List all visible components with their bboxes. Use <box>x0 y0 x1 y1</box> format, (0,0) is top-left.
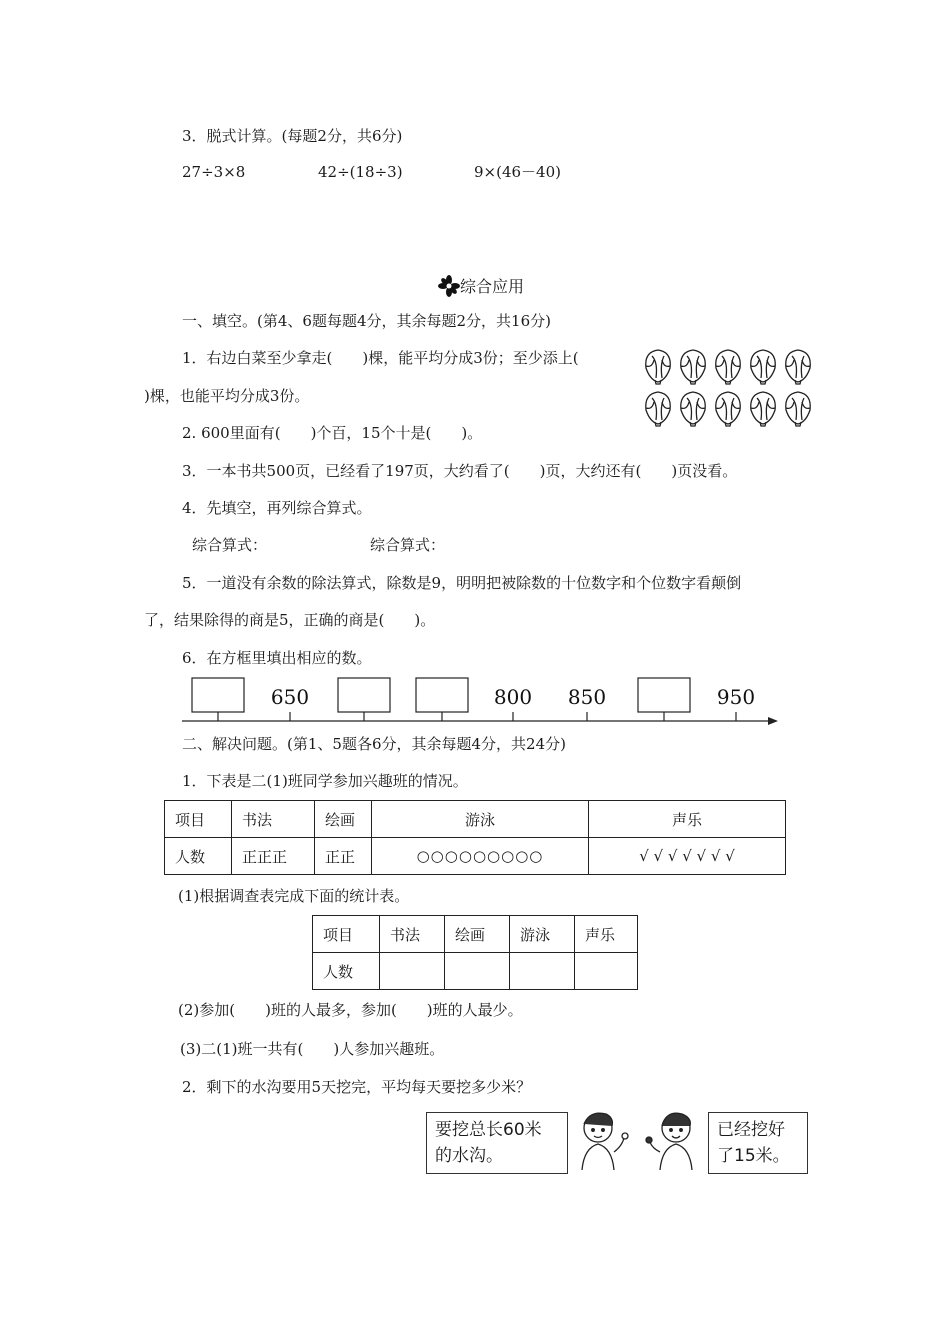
q1-line1: 1．右边白菜至少拿走( )棵，能平均分成3份；至少添上( <box>182 349 579 367</box>
survey-header-swimming: 游泳 <box>372 801 589 838</box>
stat-cell-swimming[interactable] <box>510 953 575 990</box>
survey-header-drawing: 绘画 <box>315 801 372 838</box>
answer-box-3 <box>416 678 468 712</box>
calc-problem-3: 9×(46－40) <box>474 163 561 181</box>
part2-sub3: (3)二(1)班一共有( )人参加兴趣班。 <box>180 1040 445 1058</box>
q4-formula-label-2: 综合算式： <box>370 536 446 554</box>
calc-problem-2: 42÷(18÷3) <box>318 163 403 181</box>
numberline-label-950: 950 <box>716 685 756 709</box>
q3: 3．一本书共500页，已经看了197页，大约看了( )页，大约还有( )页没看。 <box>182 462 738 480</box>
stat-header-item: 项目 <box>313 916 380 953</box>
section3-title: 3．脱式计算。(每题2分，共6分) <box>182 127 403 145</box>
stat-row-label: 人数 <box>313 953 380 990</box>
answer-box-2 <box>338 678 390 712</box>
q6: 6．在方框里填出相应的数。 <box>182 649 372 667</box>
bubble-right-line2: 了15米。 <box>717 1146 790 1166</box>
cabbage-icon <box>716 392 741 426</box>
boy-illustration-left <box>568 1108 634 1172</box>
survey-tally-vocal: √ √ √ √ √ √ √ <box>589 838 786 875</box>
survey-header-vocal: 声乐 <box>589 801 786 838</box>
comprehensive-heading <box>438 275 524 297</box>
q4-formula-label-1: 综合算式： <box>192 536 268 554</box>
speech-bubble-left <box>426 1112 568 1174</box>
cabbage-icon <box>646 392 671 426</box>
comprehensive-heading-text: 综合应用 <box>460 277 525 296</box>
stat-header-calligraphy: 书法 <box>380 916 445 953</box>
part2-q2: 2．剩下的水沟要用5天挖完，平均每天要挖多少米？ <box>182 1078 532 1096</box>
speech-bubble-right <box>708 1112 808 1174</box>
survey-tally-drawing: 正正 <box>315 838 372 875</box>
survey-row-label: 人数 <box>165 838 232 875</box>
stat-cell-drawing[interactable] <box>445 953 510 990</box>
stat-header-drawing: 绘画 <box>445 916 510 953</box>
survey-header-row <box>165 801 786 838</box>
q5-line1: 5．一道没有余数的除法算式，除数是9，明明把被除数的十位数字和个位数字看颠倒 <box>182 574 742 592</box>
q1-line2: )棵，也能平均分成3份。 <box>144 387 310 405</box>
numberline-label-650: 650 <box>270 685 310 709</box>
survey-header-item: 项目 <box>165 801 232 838</box>
stat-cell-vocal[interactable] <box>575 953 638 990</box>
stat-header-vocal: 声乐 <box>575 916 638 953</box>
answer-box-4 <box>638 678 690 712</box>
number-line <box>180 676 780 726</box>
numberline-label-800: 800 <box>493 685 533 709</box>
survey-data-row <box>165 838 786 875</box>
bubble-right-line1: 已经挖好 <box>717 1120 785 1140</box>
boy-illustration-right <box>640 1108 706 1172</box>
part2-title: 二、解决问题。(第1、5题各6分，其余每题4分，共24分) <box>182 735 566 753</box>
q2: 2. 600里面有( )个百，15个十是( )。 <box>182 424 483 442</box>
number-line-arrow <box>768 717 778 725</box>
stat-header-row <box>313 916 638 953</box>
part2-sub1: (1)根据调查表完成下面的统计表。 <box>178 887 410 905</box>
stat-data-row <box>313 953 638 990</box>
cabbage-icon <box>786 350 811 384</box>
cabbage-icon <box>646 350 671 384</box>
numberline-label-850: 850 <box>567 685 607 709</box>
calc-problem-1: 27÷3×8 <box>182 163 246 181</box>
cabbage-illustration <box>640 346 815 430</box>
cabbage-icon <box>786 392 811 426</box>
bubble-left-line2: 的水沟。 <box>435 1146 503 1166</box>
flower-icon <box>438 275 460 297</box>
cabbage-icon <box>716 350 741 384</box>
answer-box-1 <box>192 678 244 712</box>
cabbage-icon <box>751 392 776 426</box>
survey-tally-swimming: ○○○○○○○○○ <box>372 838 589 875</box>
stat-table <box>312 915 638 990</box>
part2-q1: 1．下表是二(1)班同学参加兴趣班的情况。 <box>182 772 468 790</box>
survey-header-calligraphy: 书法 <box>232 801 315 838</box>
survey-tally-calligraphy: 正正正 <box>232 838 315 875</box>
bubble-left-line1: 要挖总长60米 <box>435 1120 542 1140</box>
stat-header-swimming: 游泳 <box>510 916 575 953</box>
stat-cell-calligraphy[interactable] <box>380 953 445 990</box>
part2-sub2: (2)参加( )班的人最多，参加( )班的人最少。 <box>178 1001 523 1019</box>
part1-title: 一、填空。(第4、6题每题4分，其余每题2分，共16分) <box>182 312 551 330</box>
cabbage-icon <box>751 350 776 384</box>
survey-table <box>164 800 786 875</box>
q4: 4．先填空，再列综合算式。 <box>182 499 372 517</box>
q5-line2: 了，结果除得的商是5，正确的商是( )。 <box>144 611 436 629</box>
cabbage-icon <box>681 350 706 384</box>
cabbage-icon <box>681 392 706 426</box>
